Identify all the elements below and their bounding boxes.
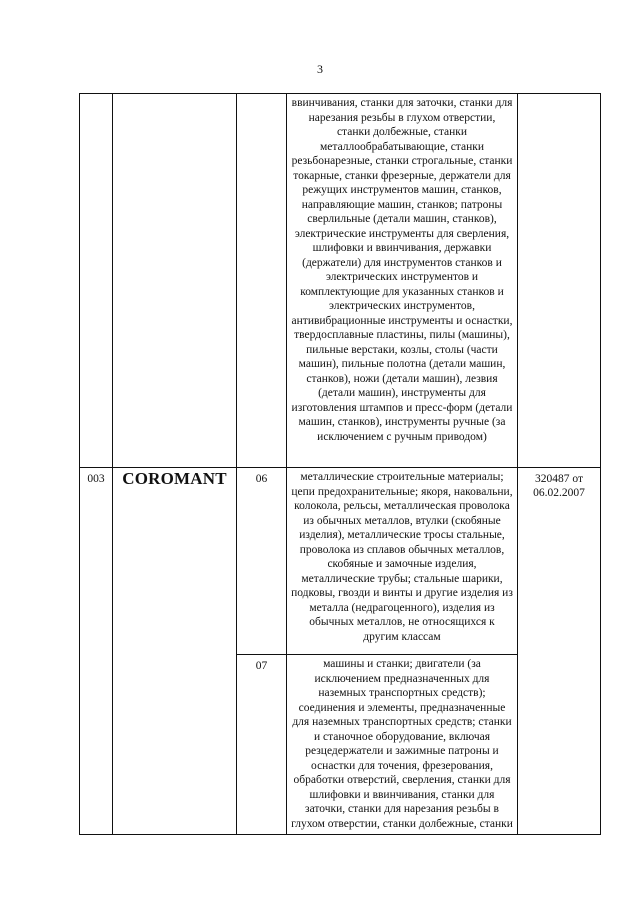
goods-list: машины и станки; двигатели (за исключением предназначенных для наземных транспортных средств); соединения и элементы, предназначенные для наземных транспортных средств; станки и станочное оборудование, включая резцедержатели и зажимные патроны и оснастки для точения, фрезерования, обработки отверстий, сверления, станки для шлифовки и ввинчивания, станки для заточки, станки для нарезания резьбы в глухом отверстии, станки долбежные, станки (287, 655, 518, 835)
page-number: 3 (317, 62, 323, 76)
goods-list: металлические строительные материалы; цепи предохранительные; якоря, наковальни, колокола, рельсы, металлическая проволока из обычных металлов, втулки (скобяные изделия), металлические тросы стальные, проволока из сплавов обычных металлов, скобяные и замочные изделия, металлические трубы; стальные шарики, подковы, гвозди и винты и другие изделия из металла (недрагоценного), изделия из обычных металлов, не относящихся к другим классам (287, 468, 518, 655)
registration-info: 320487 от 06.02.2007 (518, 468, 601, 835)
goods-list-continued: ввинчивания, станки для заточки, станки для нарезания резьбы в глухом отверстии, станки долбежные, станки металлообрабатывающие, станки резьбонарезные, станки строгальные, станки токарные, станки фрезерные, держатели для режущих инструментов машин, станков, направляющие машин, станков; патроны сверлильные (детали машин, станков), электрические инструменты для сверления, шлифовки и ввинчивания, державки (держатели) для инструментов станков и электрических инструментов и комплектующие для указанных станков и электрических инструментов, антивибрационные инструменты и оснастки, твердосплавные пластины, пилы (машины), пильные верстаки, козлы, столы (части машин), пильные полотна (детали машин, станков), ножи (детали машин), лезвия (детали машин), инструменты для изготовления штампов и пресс-форм (детали машин, станков), инструменты ручные (за исключением с ручным приводом) (287, 94, 518, 468)
number-cell-empty (80, 94, 113, 468)
class-number: 06 (237, 468, 287, 655)
registration-cell-empty (518, 94, 601, 468)
trademark-cell-empty (113, 94, 237, 468)
continuation-row (80, 94, 601, 468)
class-cell-empty (237, 94, 287, 468)
class-number: 07 (237, 655, 287, 835)
table-row (80, 468, 601, 655)
registry-table (79, 93, 601, 835)
trademark-name: COROMANT (113, 468, 237, 835)
entry-number: 003 (80, 468, 113, 835)
